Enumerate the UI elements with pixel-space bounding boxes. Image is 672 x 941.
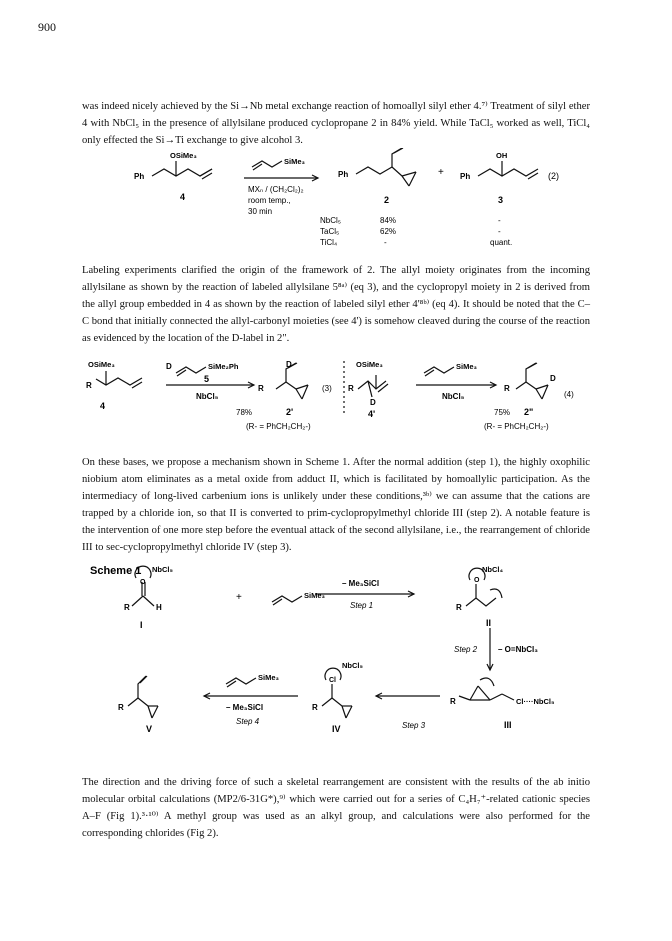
eq2-label-3: 3 xyxy=(498,195,504,205)
eq4-r-prod: R xyxy=(504,384,510,393)
scheme1-label-II: II xyxy=(486,618,492,628)
eq3-number: (3) xyxy=(322,384,332,393)
eq4-cond: NbCl₅ xyxy=(442,392,465,401)
eq2-cond3: 30 min xyxy=(248,207,273,216)
scheme1-I-h: H xyxy=(156,603,162,612)
eq3-d-prod: D xyxy=(286,360,292,369)
paragraph-2: Labeling experiments clarified the origin of the framework of 2. The allyl moiety originates from the incoming allylsilane as shown by the reaction of labeled allylsilane 5⁸ᵃ⁾ (eq 3), and the cyclopropyl moiety in 2 is derived from the allyl group embedded in 4 as shown by the reaction of labeled silyl ether 4'⁸ᵇ⁾ (eq 4). It should be noted that the C–C bond that initially connected the allyl-carbonyl moieties (see 4') is somehow cleaved during the course of the reaction as evidenced by the location of the D-label in 2". xyxy=(82,265,590,344)
scheme1-step3: Step 3 xyxy=(402,721,426,730)
scheme1-sime3-2: SiMe₃ xyxy=(258,673,279,682)
scheme1-step2: Step 2 xyxy=(454,645,478,654)
scheme1-step2-reagent: – O=NbCl₃ xyxy=(498,645,538,654)
scheme1-IV-cl: Cl xyxy=(329,677,336,684)
scheme1-II-r: R xyxy=(456,603,462,612)
scheme1-plus: + xyxy=(236,592,242,603)
scheme1-label-IV: IV xyxy=(332,724,341,734)
scheme1-step4: Step 4 xyxy=(236,717,260,726)
eq2-row2-y3: - xyxy=(498,227,501,236)
scheme1-V-r: R xyxy=(118,703,124,712)
scheme-1 xyxy=(86,560,586,760)
eq2-ph-1: Ph xyxy=(134,172,145,181)
eq3-r: R xyxy=(86,381,92,390)
scheme1-I-o: O xyxy=(140,579,146,586)
scheme1-II-o: O xyxy=(474,577,480,584)
eq4-reagent: SiMe₃ xyxy=(456,362,477,371)
scheme1-IV-r: R xyxy=(312,703,318,712)
eq2-reagent: SiMe₃ xyxy=(284,157,305,166)
paragraph-3: On these bases, we propose a mechanism shown in Scheme 1. After the normal addition (step 1), the highly oxophilic niobium atom eliminates as a metal oxide from adduct II, which is facilitated by homoallylic participation. As the intermediacy of long-lived carbenium ions is unlikely under these conditions,³ᵇ⁾ we can assume that the cations are trapped by a chloride ion, so that II is converted to prim-cyclopropylmethyl chloride III (step 2). A notable feature is the intervention of one more step before the eventual attack of the second allylsilane, i.e., the rearrangement of chloride III to sec-cyclopropylmethyl chloride IV (step 3). xyxy=(82,457,590,553)
scheme1-label-V: V xyxy=(146,724,153,734)
eq2-row1-y2: 84% xyxy=(380,216,397,225)
eq2-oh: OH xyxy=(496,151,508,160)
eq4-d-prod: D xyxy=(550,374,556,383)
eq2-ph-3: Ph xyxy=(460,172,471,181)
eq3-label-4: 4 xyxy=(100,401,106,411)
scheme1-sime3-1: SiMe₃ xyxy=(304,591,325,600)
scheme1-II-nbcl4: NbCl₄ xyxy=(482,565,504,574)
eq2-label-2: 2 xyxy=(384,195,390,205)
eq3-reagent-label: 5 xyxy=(204,374,210,384)
scheme1-I-r: R xyxy=(124,603,130,612)
eq2-row3-y2: - xyxy=(384,238,387,247)
paragraph-1: was indeed nicely achieved by the Si→Nb metal exchange reaction of homoallyl silyl ether 4.⁷⁾ Treatment of silyl ether 4 with NbCl₅ in the presence of allylsilane produced cyclopropane 2 in 84% yield. While TaCl₅ worked as well, TiCl₄ only effected the Si→Ti exchange to give alcohol 3. xyxy=(82,101,590,146)
eq4-group: OSiMe₃ xyxy=(356,360,383,369)
eq4-prod-label: 2" xyxy=(524,407,534,417)
eq2-row3-metal: TiCl₄ xyxy=(320,238,338,247)
eq4-rdef: (R- = PhCH₂CH₂-) xyxy=(484,422,549,431)
eq2-number: (2) xyxy=(548,171,559,181)
eq3-r-prod: R xyxy=(258,384,264,393)
scheme1-title: Scheme 1 xyxy=(90,565,142,577)
scheme1-IV-nbcl5: NbCl₅ xyxy=(342,661,363,670)
scheme1-step4-reagent: – Me₃SiCl xyxy=(226,703,264,712)
eq2-cond2: room temp., xyxy=(248,196,291,205)
eq3-yield: 78% xyxy=(236,408,253,417)
equations-3-4 xyxy=(86,357,586,449)
eq2-plus: + xyxy=(438,167,444,178)
eq2-ph-2: Ph xyxy=(338,170,349,179)
scheme1-I-nbcl5: NbCl₅ xyxy=(152,565,173,574)
eq3-rdef: (R- = PhCH₂CH₂-) xyxy=(246,422,311,431)
eq3-reagent: SiMe₂Ph xyxy=(208,362,239,371)
scheme1-step1: Step 1 xyxy=(350,601,374,610)
eq2-label-4: 4 xyxy=(180,192,186,202)
eq2-row2-y2: 62% xyxy=(380,227,397,236)
scheme1-III-r: R xyxy=(450,697,456,706)
scheme1-label-I: I xyxy=(140,620,143,630)
eq4-r: R xyxy=(348,384,354,393)
eq4-d: D xyxy=(370,398,376,407)
eq4-label: 4' xyxy=(368,409,376,419)
paragraph-4: The direction and the driving force of such a skeletal rearrangement are consistent with the results of the ab initio molecular orbital calculations (MP2/6-31G*),⁹⁾ which were carried out for a series of C₄H₇⁺-related cationic species A–F (Fig 1).³·¹⁰⁾ A methyl group was used as an alkyl group, and calculations were also performed for the corresponding chlorides (Fig 2). xyxy=(82,777,590,839)
eq2-row2-metal: TaCl₅ xyxy=(320,227,340,236)
eq3-group: OSiMe₃ xyxy=(88,360,115,369)
eq4-number: (4) xyxy=(564,390,574,399)
equation-2 xyxy=(120,148,570,250)
scheme1-label-III: III xyxy=(504,720,512,730)
eq2-row1-y3: - xyxy=(498,216,501,225)
eq3-prod-label: 2' xyxy=(286,407,294,417)
eq3-cond: NbCl₅ xyxy=(196,392,219,401)
eq2-reactant-group: OSiMe₃ xyxy=(170,151,197,160)
eq2-row3-y3: quant. xyxy=(490,238,513,247)
eq3-d: D xyxy=(166,362,172,371)
scheme1-step1-reagent: – Me₃SiCl xyxy=(342,579,380,588)
eq2-row1-metal: NbCl₅ xyxy=(320,216,342,225)
eq4-yield: 75% xyxy=(494,408,511,417)
scheme1-III-cl: Cl····NbCl₅ xyxy=(516,697,555,706)
eq2-cond1: MXₙ / (CH₂Cl₂)₂ xyxy=(248,185,304,194)
page-number: 900 xyxy=(38,20,56,34)
